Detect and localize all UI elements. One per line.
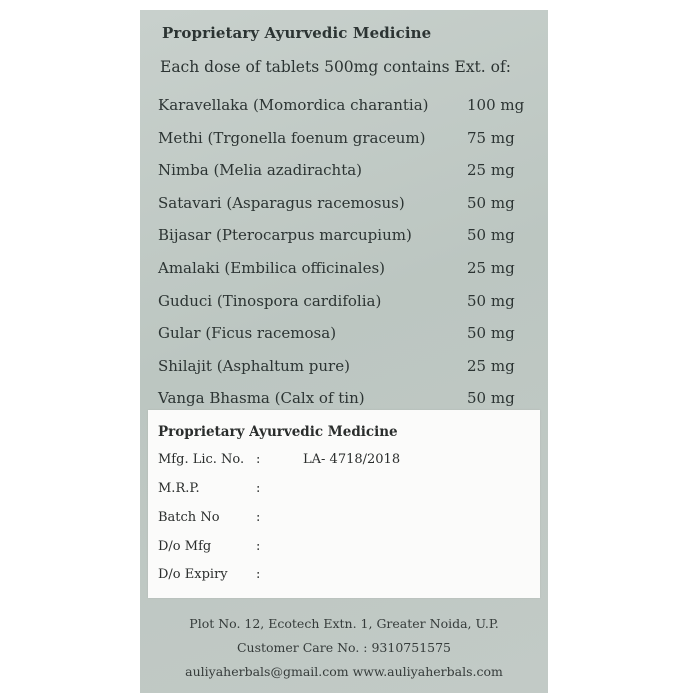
ingredient-row [158,188,538,221]
ingredient-name: Shilajit (Asphaltum pure) [158,356,350,375]
batch-info-label [148,410,540,598]
ingredient-quantity: 50 mg [467,193,515,212]
ingredient-name: Bijasar (Pterocarpus marcupium) [158,226,412,245]
field-key: M.R.P. [158,481,200,496]
ingredient-row [158,220,538,253]
field-key: Batch No [158,510,220,525]
field-batch-no [158,510,538,530]
ingredient-row [158,90,538,123]
footer-contact: auliyaherbals@gmail.com www.auliyaherbals.com [185,664,503,679]
field-colon: : [256,567,261,582]
field-colon: : [256,452,261,467]
ingredient-quantity: 50 mg [467,389,515,408]
ingredient-name: Nimba (Melia azadirachta) [158,161,363,180]
composition-intro: Each dose of tablets 500mg contains Ext. of: [160,58,511,76]
ingredient-name: Karavellaka (Momordica charantia) [158,96,429,114]
ingredient-row [158,123,538,156]
ingredient-name: Guduci (Tinospora cardifolia) [158,291,382,310]
field-mfg-lic-no [158,452,538,472]
field-mrp [158,481,538,501]
footer-customer-care: Customer Care No. : 9310751575 [236,640,452,655]
field-date-of-expiry [158,567,538,587]
ingredient-row [158,351,538,384]
product-title: Proprietary Ayurvedic Medicine [162,24,432,42]
field-colon: : [256,481,261,496]
field-colon: : [256,539,261,554]
label-title: Proprietary Ayurvedic Medicine [158,424,398,440]
ingredient-quantity: 50 mg [467,291,515,310]
ingredient-quantity: 50 mg [467,324,515,343]
field-colon: : [256,510,261,525]
ingredient-name: Vanga Bhasma (Calx of tin) [158,389,365,408]
ingredient-quantity: 25 mg [467,356,515,375]
field-date-of-mfg [158,539,538,559]
field-key: Mfg. Lic. No. [158,452,245,467]
ingredient-name: Amalaki (Embilica officinales) [158,258,386,277]
ingredient-quantity: 50 mg [467,226,515,245]
ingredient-name: Methi (Trgonella foenum graceum) [158,128,426,147]
ingredient-name: Gular (Ficus racemosa) [158,324,337,343]
product-box-panel [140,10,548,693]
ingredient-row [158,286,538,319]
field-value: LA- 4718/2018 [303,452,401,467]
field-key: D/o Mfg [158,539,212,554]
ingredient-quantity: 25 mg [467,258,515,277]
ingredient-list [158,90,538,416]
ingredient-name: Satavari (Asparagus racemosus) [158,193,405,212]
field-key: D/o Expiry [158,567,228,582]
ingredient-quantity: 100 mg [467,96,525,114]
ingredient-row [158,318,538,351]
footer-address: Plot No. 12, Ecotech Extn. 1, Greater Noida, U.P. [189,616,499,631]
ingredient-quantity: 75 mg [467,128,515,147]
ingredient-row [158,155,538,188]
ingredient-row [158,253,538,286]
ingredient-quantity: 25 mg [467,161,515,180]
